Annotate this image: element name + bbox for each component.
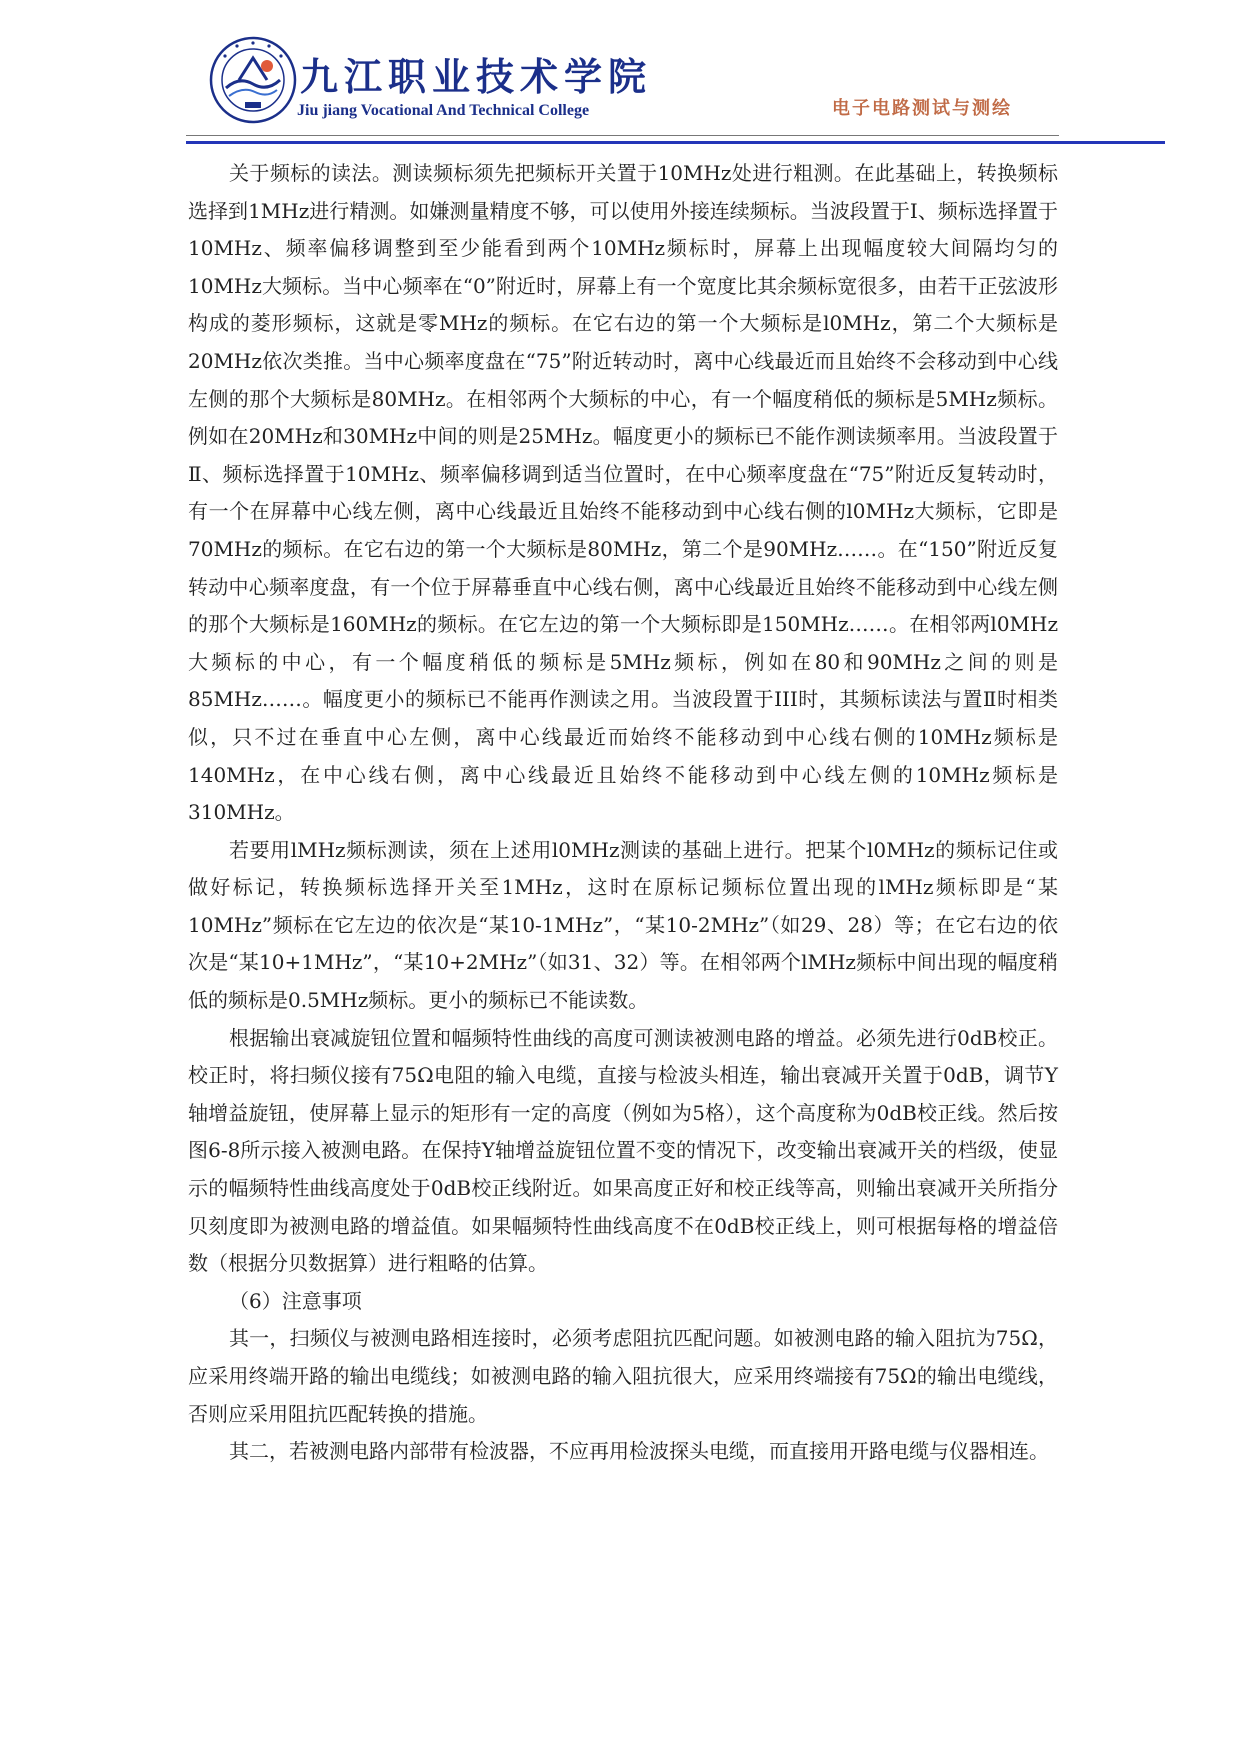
paragraph-note-one: 其一，扫频仪与被测电路相连接时，必须考虑阻抗匹配问题。如被测电路的输入阻抗为75Ω，应采用终端开路的输出电缆线；如被测电路的输入阻抗很大，应采用终端接有75Ω的输出电缆线，否则应采用阻抗匹配转换的措施。 — [188, 1326, 1058, 1426]
header-rule-blue — [186, 141, 1165, 144]
paragraph-gain-measurement: 根据输出衰减旋钮位置和幅频特性曲线的高度可测读被测电路的增益。必须先进行0dB校正。校正时，将扫频仪接有75Ω电阻的输入电缆，直接与检波头相连，输出衰减开关置于0dB，调节Y轴增益旋钮，使屏幕上显示的矩形有一定的高度（例如为5格），这个高度称为0dB校正线。然后按图6-8所示接入被测电路。在保持Y轴增益旋钮位置不变的情况下，改变输出衰减开关的档级，使显示的幅频特性曲线高度处于0dB校正线附近。如果高度正好和校正线等高，则输出衰减开关所指分贝刻度即为被测电路的增益值。如果幅频特性曲线高度不在0dB校正线上，则可根据每格的增益倍数（根据分贝数据算）进行粗略的估算。 — [188, 1025, 1058, 1276]
section-heading-notes: （6）注意事项 — [229, 1288, 362, 1313]
paragraph-frequency-marker-reading: 关于频标的读法。测读频标须先把频标开关置于10MHz处进行粗测。在此基础上，转换频标选择到1MHz进行精测。如嫌测量精度不够，可以使用外接连续频标。当波段置于I、频标选择置于10MHz、频率偏移调整到至少能看到两个10MHz频标时，屏幕上出现幅度较大间隔均匀的10MHz大频标。当中心频率在“0”附近时，屏幕上有一个宽度比其余频标宽很多，由若干正弦波形构成的菱形频标，这就是零MHz的频标。在它右边的第一个大频标是l0MHz，第二个大频标是20MHz依次类推。当中心频率度盘在“75”附近转动时，离中心线最近而且始终不会移动到中心线左侧的那个大频标是80MHz。在相邻两个大频标的中心，有一个幅度稍低的频标是5MHz频标。例如在20MHz和30MHz中间的则是25MHz。幅度更小的频标已不能作测读频率用。当波段置于Ⅱ、频标选择置于10MHz、频率偏移调到适当位置时，在中心频率度盘在“75”附近反复转动时，有一个在屏幕中心线左侧，离中心线最近且始终不能移动到中心线右侧的l0MHz大频标，它即是70MHz的频标。在它右边的第一个大频标是80MHz，第二个是90MHz……。在“150”附近反复转动中心频率度盘，有一个位于屏幕垂直中心线右侧，离中心线最近且始终不能移动到中心线左侧的那个大频标是160MHz的频标。在它左边的第一个大频标即是150MHz……。在相邻两l0MHz大频标的中心，有一个幅度稍低的频标是5MHz频标，例如在80和90MHz之间的则是85MHz……。幅度更小的频标已不能再作测读之用。当波段置于III时，其频标读法与置Ⅱ时相类似，只不过在垂直中心左侧，离中心线最近而始终不能移动到中心线右侧的10MHz频标是140MHz，在中心线右侧，离中心线最近且始终不能移动到中心线左侧的10MHz频标是310MHz。 — [188, 161, 1058, 825]
page-header — [0, 0, 1241, 150]
college-name-chinese: 九江职业技术学院 — [300, 54, 653, 99]
paragraph-note-two: 其二，若被测电路内部带有检波器，不应再用检波探头电缆，而直接用开路电缆与仪器相连。 — [229, 1439, 1049, 1464]
body-text — [188, 155, 1058, 1471]
college-name-english: Jiu jiang Vocational And Technical College — [297, 102, 590, 119]
college-seal-logo-icon — [209, 36, 297, 124]
course-title: 电子电路测试与测绘 — [832, 98, 1012, 119]
paragraph-1mhz-reading: 若要用lMHz频标测读，须在上述用l0MHz测读的基础上进行。把某个l0MHz的频标记住或做好标记，转换频标选择开关至1MHz，这时在原标记频标位置出现的lMHz频标即是“某10MHz”频标在它左边的依次是“某10-1MHz”，“某10-2MHz”（如29、28）等；在它右边的依次是“某10+1MHz”，“某10+2MHz”（如31、32）等。在相邻两个lMHz频标中间出现的幅度稍低的频标是0.5MHz频标。更小的频标已不能读数。 — [188, 837, 1058, 1013]
header-rule-thin — [186, 135, 1059, 136]
